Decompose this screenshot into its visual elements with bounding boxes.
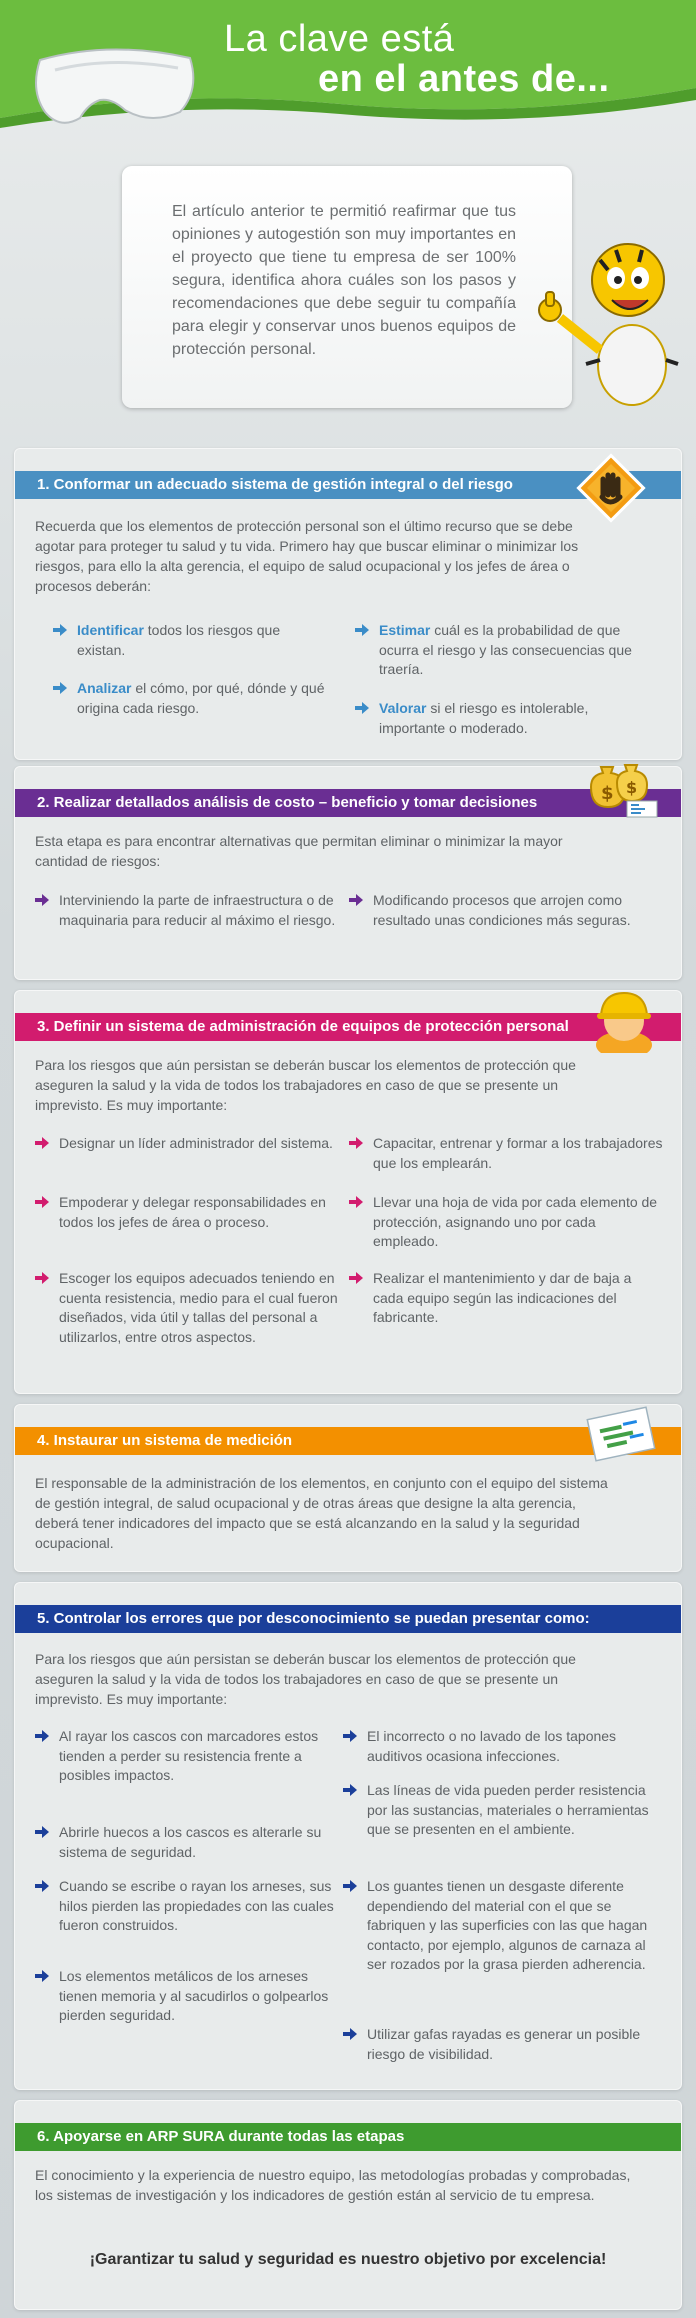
arrow-icon xyxy=(53,624,67,636)
list-item: Realizar el mantenimiento y dar de baja a cada equipo según las indicaciones del fabricante. xyxy=(349,1269,663,1328)
section-3 xyxy=(14,990,682,1394)
list-item: Analizar el cómo, por qué, dónde y qué origina cada riesgo. xyxy=(53,679,337,718)
list-item: Valorar si el riesgo es intolerable, importante o moderado. xyxy=(355,699,639,738)
list-item: Al rayar los cascos con marcadores estos tienden a perder su resistencia frente a posibles impactos. xyxy=(35,1727,349,1786)
arrow-icon xyxy=(35,1196,49,1208)
list-item: Escoger los equipos adecuados teniendo en cuenta resistencia, medio para el cual fueron diseñados, vida útil y tallas del personal a utilizarlos, entre otros aspectos. xyxy=(35,1269,349,1347)
arrow-icon xyxy=(35,894,49,906)
arrow-icon xyxy=(355,624,369,636)
arrow-icon xyxy=(349,1272,363,1284)
list-item: Interviniendo la parte de infraestructura o de maquinaria para reducir al máximo el riesgo. xyxy=(35,891,349,930)
section-2-paragraph: Esta etapa es para encontrar alternativas que permitan eliminar o minimizar la mayor cantidad de riesgos: xyxy=(35,833,563,869)
section-4-paragraph: El responsable de la administración de los elementos, en conjunto con el equipo del sistema de gestión integral, de salud ocupacional y de otras áreas que designe la alta gerencia, deberá tener indicadores del impacto que se está alcanzando en la salud y la seguridad ocupacional. xyxy=(35,1475,608,1551)
arrow-icon xyxy=(35,1137,49,1149)
svg-text:$: $ xyxy=(626,778,638,797)
arrow-icon xyxy=(343,1730,357,1742)
tiger-mascot-icon xyxy=(520,240,690,410)
list-item: Los elementos metálicos de los arneses tienen memoria y al sacudirlos o golpearlos pierden seguridad. xyxy=(35,1967,349,2026)
header-banner xyxy=(0,0,696,170)
title-line1: La clave está xyxy=(224,18,455,60)
closing-statement: ¡Garantizar tu salud y seguridad es nuestro objetivo por excelencia! xyxy=(89,2251,607,2268)
list-item: El incorrecto o no lavado de los tapones auditivos ocasiona infecciones. xyxy=(343,1727,667,1766)
list-item: Llevar una hoja de vida por cada elemento de protección, asignando uno por cada empleado. xyxy=(349,1193,663,1252)
list-item: Los guantes tienen un desgaste diferente dependiendo del material con el que se fabriquen y las superficies con las que hagan contacto, por ejemplo, algunos de carnaza al ser rozados por la grasa pierden adherencia. xyxy=(343,1877,667,1975)
section-3-paragraph: Para los riesgos que aún persistan se deberán buscar los elementos de protección que aseguren la salud y la vida de todos los trabajadores en caso de que se presente un imprevisto. Es muy importante: xyxy=(35,1057,576,1113)
arrow-icon xyxy=(343,2028,357,2040)
list-item: Abrirle huecos a los cascos es alterarle su sistema de seguridad. xyxy=(35,1823,349,1862)
arrow-icon xyxy=(35,1970,49,1982)
section-6-paragraph: El conocimiento y la experiencia de nuestro equipo, las metodologías probadas y comprobadas, los sistemas de investigación y los indicadores de gestión están al servicio de tu empresa. xyxy=(35,2167,631,2203)
intro-text: El artículo anterior te permitió reafirmar que tus opiniones y autogestión son muy importantes en el proyecto que tiene tu empresa de ser 100% segura, identifica ahora cuáles son los pasos y recomendaciones que debe seguir tu compañía para elegir y conservar unos buenos equipos de protección personal. xyxy=(172,203,516,358)
list-item: Capacitar, entrenar y formar a los trabajadores que los emplearán. xyxy=(349,1134,663,1173)
arrow-icon xyxy=(343,1880,357,1892)
section-2 xyxy=(14,766,682,980)
section-6 xyxy=(14,2100,682,2310)
arrow-icon xyxy=(35,1272,49,1284)
section-1-title: 1. Conformar un adecuado sistema de gestión integral o del riesgo xyxy=(15,471,681,499)
money-bags-icon xyxy=(581,757,661,823)
list-item: Modificando procesos que arrojen como resultado unas condiciones más seguras. xyxy=(349,891,663,930)
arrow-icon xyxy=(349,1137,363,1149)
section-2-title: 2. Realizar detallados análisis de costo – beneficio y tomar decisiones xyxy=(15,789,681,817)
title-line2: en el antes de... xyxy=(318,58,610,100)
section-5-title: 5. Controlar los errores que por desconocimiento se puedan presentar como: xyxy=(15,1605,681,1633)
section-4 xyxy=(14,1404,682,1572)
section-3-title: 3. Definir un sistema de administración de equipos de protección personal xyxy=(15,1013,681,1041)
list-item: Designar un líder administrador del sistema. xyxy=(35,1134,349,1154)
arrow-icon xyxy=(35,1826,49,1838)
section-1 xyxy=(14,448,682,760)
svg-text:$: $ xyxy=(601,783,614,804)
list-item: Identificar todos los riesgos que existan. xyxy=(53,621,327,660)
section-6-title: 6. Apoyarse en ARP SURA durante todas las etapas xyxy=(15,2123,681,2151)
section-4-title: 4. Instaurar un sistema de medición xyxy=(15,1427,681,1455)
arrow-icon xyxy=(349,1196,363,1208)
section-1-paragraph: Recuerda que los elementos de protección personal son el último recurso que se debe agotar para proteger tu salud y tu vida. Primero hay que buscar eliminar o minimizar los riesgos, para ello la alta gerencia, el equipo de salud ocupacional y los jefes de área o procesos deberán: xyxy=(35,518,579,594)
arrow-icon xyxy=(35,1880,49,1892)
arrow-icon xyxy=(349,894,363,906)
list-item: Las líneas de vida pueden perder resistencia por las sustancias, materiales o herramientas que se presenten en el ambiente. xyxy=(343,1781,667,1840)
list-item: Cuando se escribe o rayan los arneses, sus hilos pierden las propiedades con las cuales fueron construidos. xyxy=(35,1877,349,1936)
list-item: Empoderar y delegar responsabilidades en todos los jefes de área o proceso. xyxy=(35,1193,349,1232)
arrow-icon xyxy=(355,702,369,714)
list-item: Utilizar gafas rayadas es generar un posible riesgo de visibilidad. xyxy=(343,2025,667,2064)
checklist-chart-icon xyxy=(585,1405,665,1465)
arrow-icon xyxy=(343,1784,357,1796)
arrow-icon xyxy=(35,1730,49,1742)
arrow-icon xyxy=(53,682,67,694)
stop-hand-icon xyxy=(576,453,646,523)
worker-helmet-icon xyxy=(589,983,659,1053)
intro-box xyxy=(122,166,572,408)
section-5 xyxy=(14,1582,682,2090)
list-item: Estimar cuál es la probabilidad de que ocurra el riesgo y las consecuencias que traería. xyxy=(355,621,639,680)
section-5-paragraph: Para los riesgos que aún persistan se deberán buscar los elementos de protección que aseguren la salud y la vida de todos los trabajadores en caso de que se presente un imprevisto. Es muy importante: xyxy=(35,1651,576,1707)
